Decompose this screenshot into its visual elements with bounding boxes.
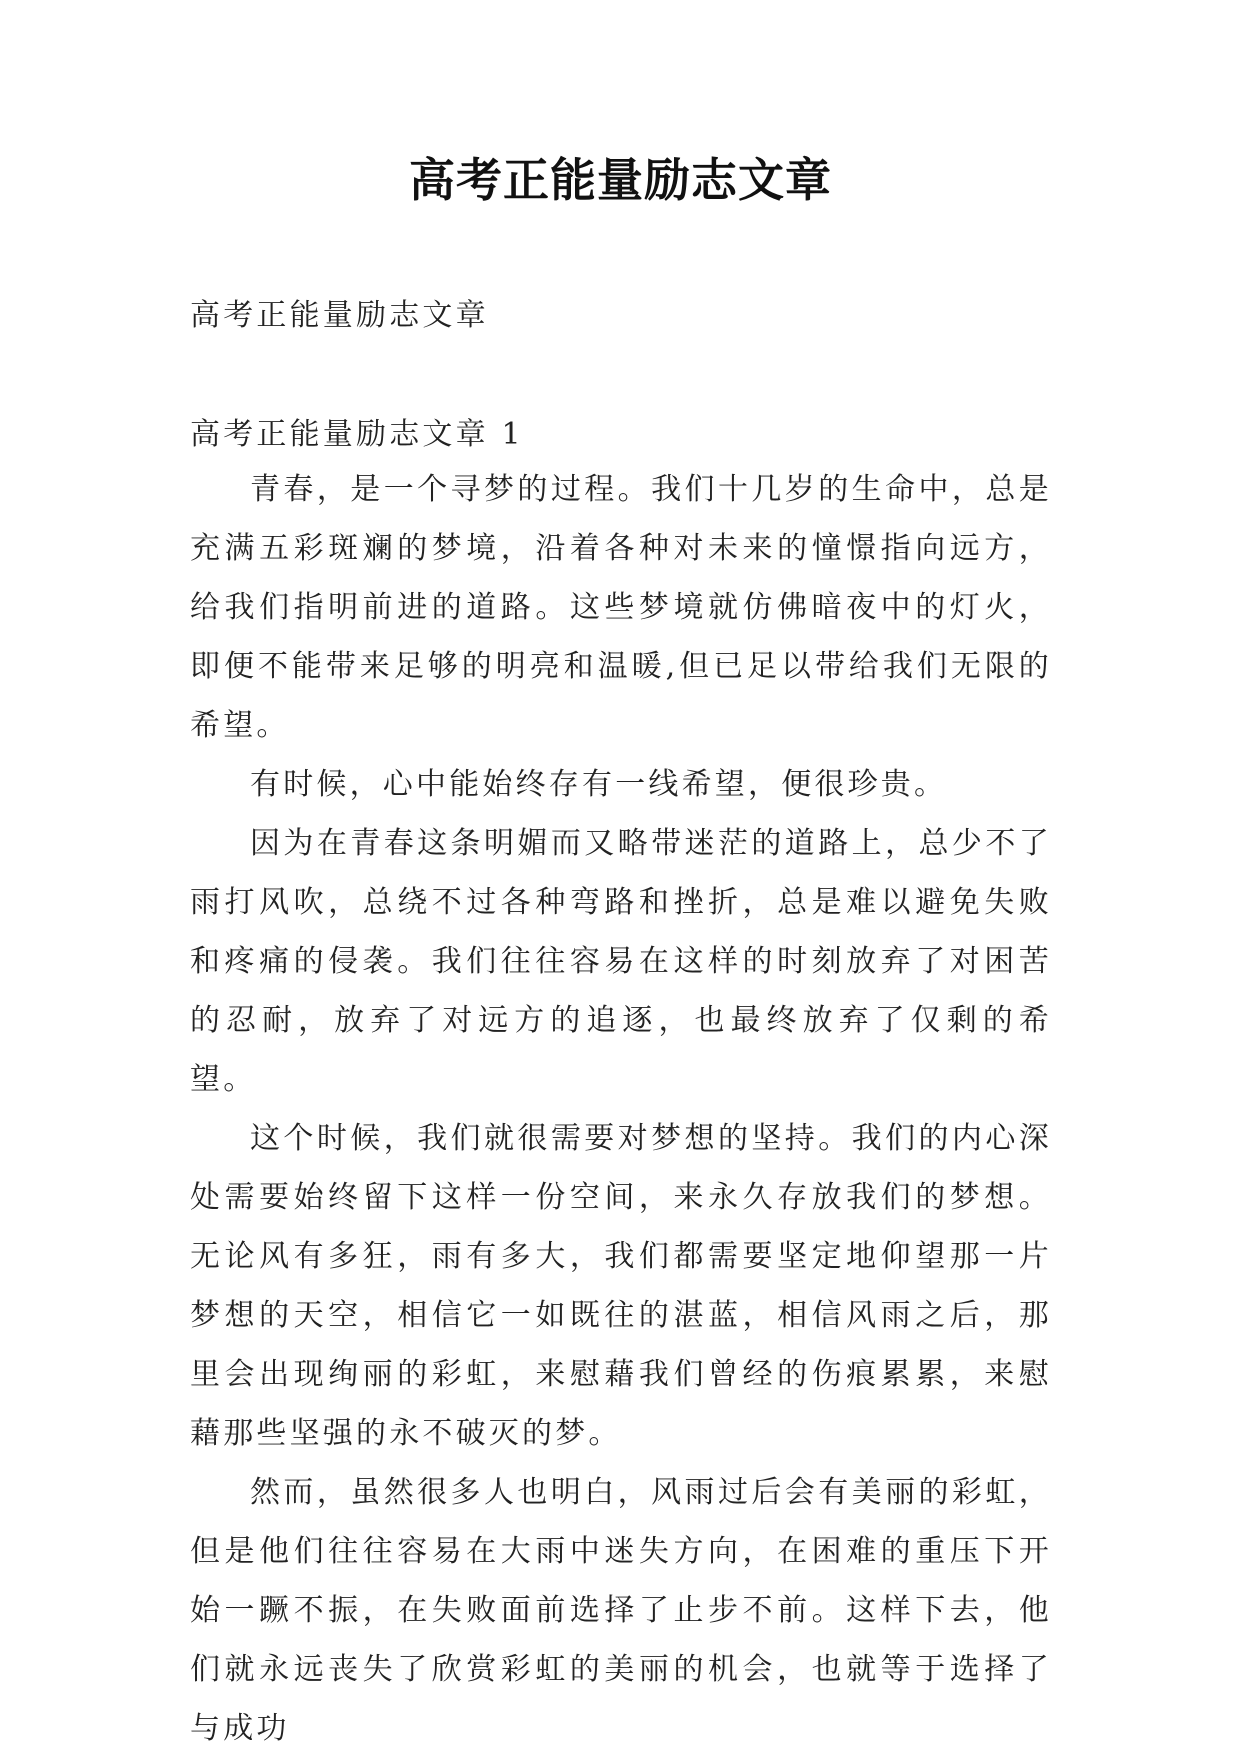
paragraph: 然而，虽然很多人也明白，风雨过后会有美丽的彩虹，但是他们往往容易在大雨中迷失方向，在困难的重压下开始一蹶不振，在失败面前选择了止步不前。这样下去，他们就永远丧失了欣赏彩虹的美丽的机会，也就等于选择了与成功 xyxy=(190,1475,1052,1746)
document-subtitle: 高考正能量励志文章 xyxy=(190,298,489,333)
paragraph: 青春，是一个寻梦的过程。我们十几岁的生命中，总是充满五彩斑斓的梦境，沿着各种对未来的憧憬指向远方，给我们指明前进的道路。这些梦境就仿佛暗夜中的灯火，即便不能带来足够的明亮和温暖,但已足以带给我们无限的希望。 xyxy=(190,472,1052,743)
document-title: 高考正能量励志文章 xyxy=(409,153,832,207)
paragraph: 有时候，心中能始终存有一线希望，便很珍贵。 xyxy=(250,767,948,802)
section-heading: 高考正能量励志文章 1 xyxy=(190,417,524,452)
paragraph: 因为在青春这条明媚而又略带迷茫的道路上，总少不了雨打风吹，总绕不过各种弯路和挫折，总是难以避免失败和疼痛的侵袭。我们往往容易在这样的时刻放弃了对困苦的忍耐，放弃了对远方的追逐，也最终放弃了仅剩的希望。 xyxy=(190,826,1052,1097)
paragraph: 这个时候，我们就很需要对梦想的坚持。我们的内心深处需要始终留下这样一份空间，来永久存放我们的梦想。无论风有多狂，雨有多大，我们都需要坚定地仰望那一片梦想的天空，相信它一如既往的湛蓝，相信风雨之后，那里会出现绚丽的彩虹，来慰藉我们曾经的伤痕累累，来慰藉那些坚强的永不破灭的梦。 xyxy=(190,1121,1052,1451)
article-body xyxy=(190,460,1052,1758)
